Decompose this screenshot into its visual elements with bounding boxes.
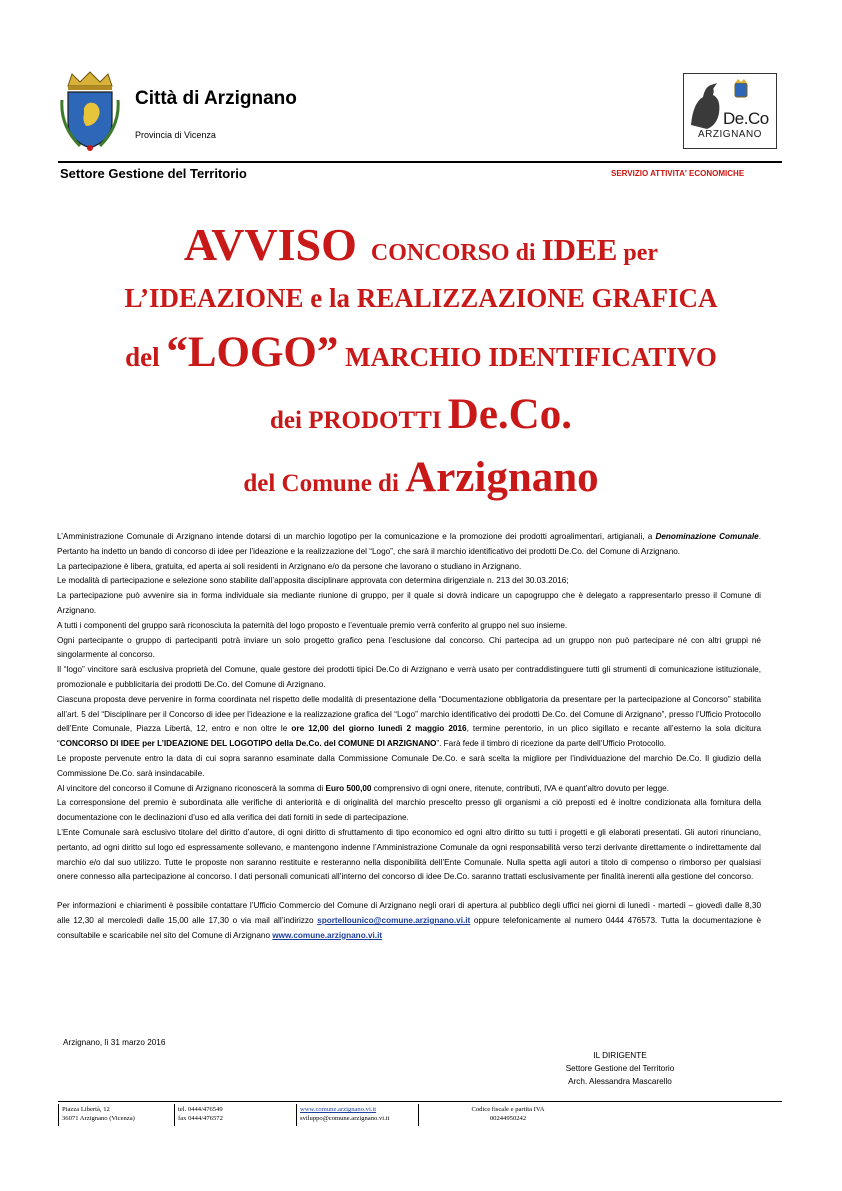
footer-address: Piazza Libertà, 12 36071 Arzignano (Vicenza) <box>62 1106 135 1122</box>
signature-role: IL DIRIGENTE <box>593 1051 647 1060</box>
service-label: SERVIZIO ATTIVITA' ECONOMICHE <box>611 169 745 178</box>
footer-phones: tel. 0444/476549 fax 0444/476572 <box>178 1106 223 1122</box>
paragraph: Le modalità di partecipazione e selezione sono stabilite dall’apposita disciplinare approvata con determina dirigenziale n. 213 del 30.03.2016; <box>57 576 569 586</box>
paragraph: L’Amministrazione Comunale di Arzignano intende dotarsi di un marchio logotipo per la comunicazione e la promozione dei prodotti agroalimentari, artigianali, a Denominazione Comunale. Pertanto ha indetto un bando di concorso di idee per l’ideazione e la realizzazione del “Logo”, che sarà il marchio identificativo dei prodotti De.Co. del Comune di Arzignano. <box>57 532 761 556</box>
footer-separator <box>174 1104 175 1126</box>
paragraph: Il “logo” vincitore sarà esclusiva proprietà del Comune, quale gestore dei prodotti tipici De.Co di Arzignano e verrà usato per contraddistinguere tutti gli strumenti di comunicazione istituzionale, promozionale e pubblicitaria dei prodotti De.Co. del Comune di Arzignano. <box>57 665 761 689</box>
signature-block <box>540 1049 700 1088</box>
footer-mail-link[interactable]: sviluppo@comune.arzignano.vi.it <box>300 1115 390 1122</box>
title-line-3 <box>0 328 842 377</box>
signature-sector: Settore Gestione del Territorio <box>565 1064 675 1073</box>
deco-logo-brand: De.Co <box>723 109 769 128</box>
title-dei-prodotti: dei PRODOTTI <box>270 407 448 434</box>
title-avviso: AVVISO <box>183 219 357 270</box>
paragraph: La partecipazione è libera, gratuita, ed aperta ai soli residenti in Arzignano e/o da persone che lavorano o studiano in Arzignano. <box>57 561 522 571</box>
footer-web <box>300 1105 389 1123</box>
city-crest-icon <box>58 70 122 152</box>
province-label: Provincia di Vicenza <box>135 130 216 140</box>
title-marchio: MARCHIO IDENTIFICATIVO <box>338 342 717 372</box>
city-title: Città di Arzignano <box>135 88 297 109</box>
paragraph: Ogni partecipante o gruppo di partecipanti potrà inviare un solo progetto grafico pena l’esclusione dal concorso. Chi partecipa ad un gruppo non può partecipare né con altri gruppi né singolarmente al concorso. <box>57 635 761 660</box>
paragraph: L’Ente Comunale sarà esclusivo titolare del diritto d’autore, di ogni diritto di sfruttamento di tipo economico ed ogni altro diritto su tutti i progetti e gli elaborati presentati. Gli autori rinunciano, pertanto, ad ogni diritto sul logo ed espressamente sollevano, e mantengono indenne l’Amministrazione Comunale da ogni responsabilità verso terzi derivante direttamente o indirettamente dal marchio e/o dal suo utilizzo. Tutte le proposte non saranno restituite e resteranno nella disponibilità dell’Ente Comunale. Nulla spetta agli autori a titolo di compenso o rimborso per qualsiasi onere connesso alla partecipazione al concorso. I dati personali comunicati all’interno del concorso di idee De.Co. saranno trattati esclusivamente per finalità inerenti alla gestione del concorso. <box>57 827 761 882</box>
date-line: Arzignano, lì 31 marzo 2016 <box>63 1038 166 1047</box>
title-arzignano: Arzignano <box>405 454 599 501</box>
paragraph: Per informazioni e chiarimenti è possibile contattare l’Ufficio Commercio del Comune di Arzignano negli orari di apertura al pubblico degli uffici nei giorni di lunedì - martedì – giovedì dalle 8,30 alle 12,30 al mercoledì dalle 15,00 alle 17,30 o via mail all’indirizzo sportellounico@comune.arzignano.vi.it oppure telefonicamente al numero 0444 476573. Tutta la documentazione è consultabile e scaricabile nel sito del Comune di Arzignano www.comune.arzignano.vi.it <box>57 901 761 940</box>
paragraph: La partecipazione può avvenire sia in forma individuale sia mediante riunione di gruppo, per il quale si dovrà indicare un capogruppo che è delegato a rappresentarlo presso il Comune di Arzignano. <box>57 591 761 615</box>
footer-website-link[interactable]: www.comune.arzignano.vi.it <box>300 1106 377 1113</box>
email-link[interactable]: sportellounico@comune.arzignano.vi.it <box>317 915 471 925</box>
footer-fiscal: Codice fiscale e partita IVA 00244950242 <box>471 1106 545 1122</box>
title-del-comune: del Comune di <box>243 470 406 497</box>
notice-body <box>57 530 761 944</box>
signature-name: Arch. Alessandra Mascarello <box>568 1077 672 1086</box>
footer-divider <box>58 1101 782 1102</box>
deco-logo-place: ARZIGNANO <box>698 129 762 140</box>
title-line-4 <box>0 390 842 439</box>
title-line-5 <box>0 453 842 502</box>
paragraph: A tutti i componenti del gruppo sarà riconosciuta la paternità del logo proposto e l’eventuale premio verrà conferito al gruppo nel suo insieme. <box>57 620 568 630</box>
title-del: del <box>125 342 167 372</box>
paragraph: Le proposte pervenute entro la data di cui sopra saranno esaminate dalla Commissione Comunale De.Co. e sarà scelta la migliore per l’individuazione del marchio De.Co. Il giudizio della Commissione De.Co. sarà insindacabile. <box>57 753 761 778</box>
title-concorso: CONCORSO di <box>370 240 542 266</box>
title-line-1 <box>0 218 842 271</box>
deco-logo <box>683 73 777 149</box>
footer-separator <box>296 1104 297 1126</box>
title-idee: IDEE <box>541 232 618 267</box>
title-line-2: L’IDEAZIONE e la REALIZZAZIONE GRAFICA <box>124 283 718 313</box>
footer-separator <box>58 1104 59 1126</box>
header-divider <box>58 161 782 163</box>
paragraph: Ciascuna proposta deve pervenire in forma coordinata nel rispetto delle modalità di presentazione della “Documentazione obbligatoria da presentare per la partecipazione al Concorso” stabilita all’art. 5 del “Disciplinare per il Concorso di idee per l’ideazione e la realizzazione grafica del “Logo” marchio identificativo dei prodotti De.Co. del Comune di Arzignano”, presso l’Ufficio Protocollo dell’Ente Comunale, Piazza Libertà, 12, entro e non oltre le ore 12,00 del giorno lunedì 2 maggio 2016, termine perentorio, in un plico sigillato e recante all’esterno la sola dicitura “CONCORSO DI IDEE per L’IDEAZIONE DEL LOGOTIPO della De.Co. del COMUNE DI ARZIGNANO”. Farà fede il timbro di ricezione da parte dell’Ufficio Protocollo. <box>57 694 761 749</box>
title-per: per <box>617 240 659 266</box>
paragraph: La corresponsione del premio è subordinata alle verifiche di anteriorità e di originalità del marchio prescelto presso gli organismi a ciò preposti ed è inoltre condizionata alla fornitura della documentazione con le declinazioni d’uso ed alla verifica dei dati forniti in sede di partecipazione. <box>57 798 761 823</box>
website-link[interactable]: www.comune.arzignano.vi.it <box>272 930 383 940</box>
footer-separator <box>418 1104 419 1126</box>
title-logo: “LOGO” <box>166 329 339 376</box>
title-deco: De.Co. <box>447 391 572 438</box>
sector-label: Settore Gestione del Territorio <box>60 166 247 181</box>
paragraph: Al vincitore del concorso il Comune di Arzignano riconoscerà la somma di Euro 500,00 comprensivo di ogni onere, ritenute, contributi, IVA e quant’altro dovuto per legge. <box>57 783 669 793</box>
